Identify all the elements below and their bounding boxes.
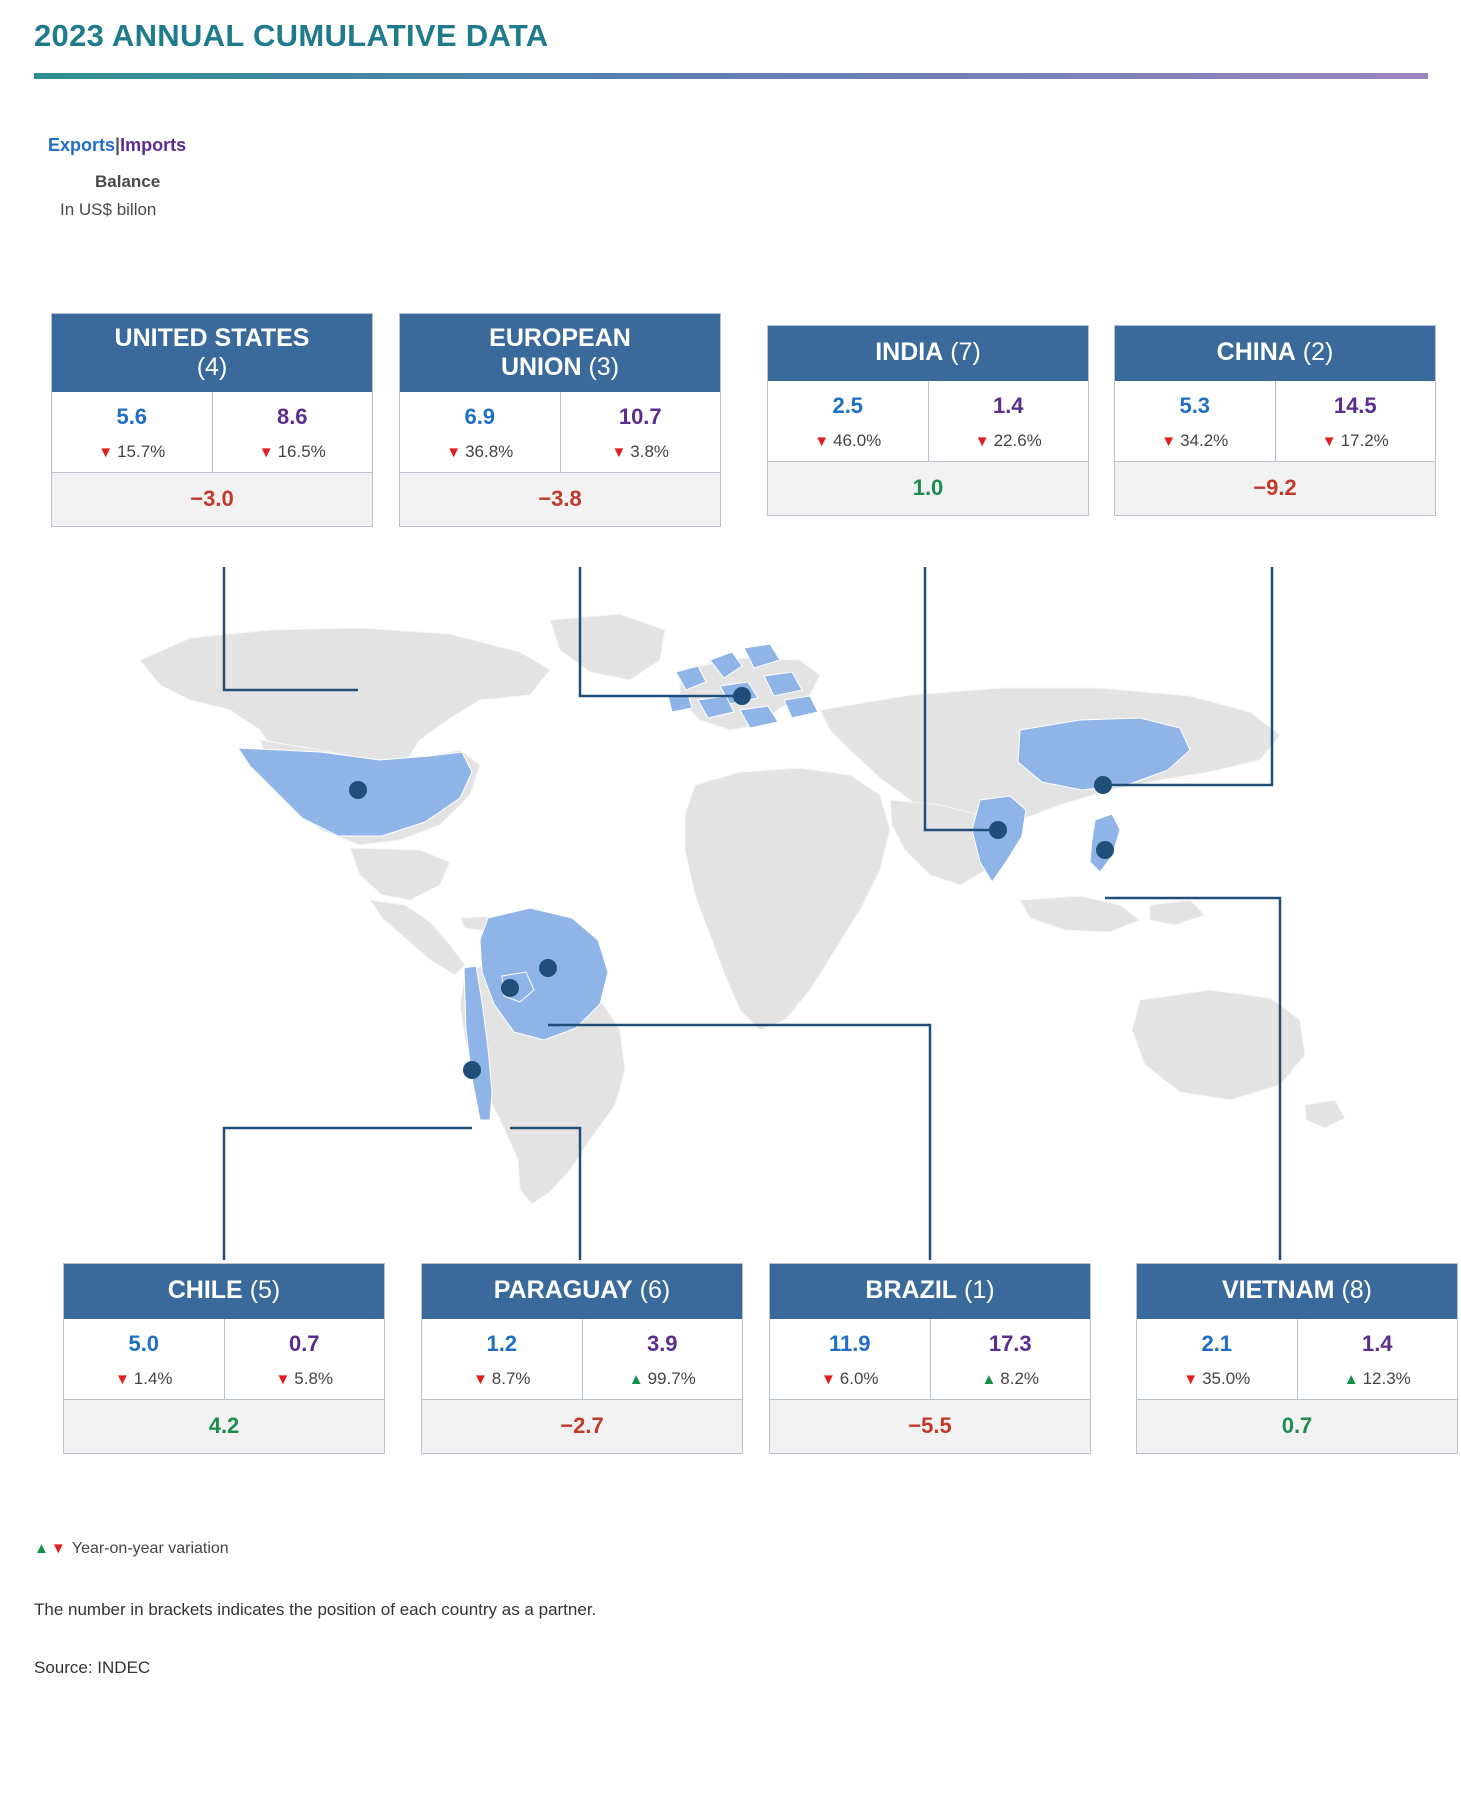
imports-cell: [583, 1319, 743, 1399]
exports-cell: [400, 392, 561, 472]
exports-variation-value: 35.0%: [1202, 1368, 1251, 1388]
exports-value: 2.1: [1201, 1330, 1233, 1356]
exports-value: 5.0: [128, 1330, 160, 1356]
partner-card-header: [770, 1264, 1090, 1319]
partner-name: CHINA: [1216, 338, 1296, 366]
partner-card-header: [768, 326, 1088, 381]
imports-value: 10.7: [618, 403, 662, 429]
exports-value: 1.2: [486, 1330, 518, 1356]
partner-values: [1137, 1319, 1457, 1400]
triangle-down-icon: ▼: [98, 443, 114, 461]
imports-value: 8.6: [276, 403, 308, 429]
triangle-down-icon: ▼: [1321, 432, 1337, 450]
imports-variation: [1298, 1369, 1458, 1389]
exports-variation: [52, 442, 212, 462]
imports-variation: [561, 442, 721, 462]
partner-name: EUROPEAN: [489, 324, 631, 352]
partner-values: [64, 1319, 384, 1400]
partner-rank: (8): [1341, 1276, 1372, 1304]
partner-rank: (4): [196, 352, 228, 381]
world-map-svg: [120, 600, 1350, 1210]
imports-cell: [929, 381, 1089, 461]
partner-rank: (7): [950, 338, 981, 366]
partner-name: PARAGUAY: [493, 1276, 633, 1304]
exports-value: 11.9: [828, 1330, 871, 1356]
partner-values: [400, 392, 720, 473]
partner-name: BRAZIL: [865, 1276, 958, 1304]
exports-cell: [770, 1319, 931, 1399]
triangle-down-icon: ▼: [820, 1370, 836, 1388]
exports-value: 2.5: [832, 392, 864, 418]
exports-variation-value: 36.8%: [465, 441, 514, 461]
title-divider: [34, 73, 1428, 79]
partner-card-header: [52, 314, 372, 392]
partner-rank: (3): [588, 352, 620, 381]
imports-variation-value: 16.5%: [277, 441, 326, 461]
imports-value: 17.3: [988, 1330, 1032, 1356]
imports-variation: [929, 431, 1089, 451]
exports-variation-value: 34.2%: [1180, 430, 1229, 450]
page-title: 2023 ANNUAL CUMULATIVE DATA: [34, 18, 549, 53]
imports-cell: [1276, 381, 1436, 461]
imports-cell: [1298, 1319, 1458, 1399]
imports-cell: [561, 392, 721, 472]
partner-card-china[interactable]: [1114, 325, 1436, 516]
partner-values: [422, 1319, 742, 1400]
imports-variation: [225, 1369, 385, 1389]
legend-unit: In US$ billon: [60, 200, 157, 219]
variation-legend: [34, 1540, 229, 1558]
imports-variation: [213, 442, 373, 462]
triangle-down-icon: ▼: [814, 432, 830, 450]
partner-values: [1115, 381, 1435, 462]
partner-card-vietnam[interactable]: [1136, 1263, 1458, 1454]
exports-variation-value: 1.4%: [133, 1368, 173, 1388]
triangle-up-icon: ▲: [34, 1540, 49, 1557]
partner-card-united-states[interactable]: [51, 313, 373, 527]
exports-variation: [1115, 431, 1275, 451]
imports-value: 1.4: [992, 392, 1024, 418]
imports-variation: [1276, 431, 1436, 451]
partner-card-header: [400, 314, 720, 392]
balance-value: −3.8: [400, 473, 720, 526]
partner-card-header: [1137, 1264, 1457, 1319]
imports-variation-value: 12.3%: [1362, 1368, 1411, 1388]
pin-india: [989, 821, 1007, 839]
partner-values: [768, 381, 1088, 462]
exports-variation-value: 15.7%: [117, 441, 166, 461]
exports-variation: [770, 1369, 930, 1389]
partner-name: CHILE: [167, 1276, 243, 1304]
balance-value: −9.2: [1115, 462, 1435, 515]
imports-value: 1.4: [1361, 1330, 1393, 1356]
exports-variation: [422, 1369, 582, 1389]
exports-variation: [400, 442, 560, 462]
exports-cell: [1137, 1319, 1298, 1399]
exports-variation: [768, 431, 928, 451]
partner-card-india[interactable]: [767, 325, 1089, 516]
balance-value: −2.7: [422, 1400, 742, 1453]
variation-legend-label: Year-on-year variation: [71, 1540, 229, 1557]
exports-value: 5.6: [116, 403, 148, 429]
imports-variation-value: 8.2%: [1000, 1368, 1040, 1388]
exports-value: 6.9: [464, 403, 496, 429]
imports-variation-value: 3.8%: [630, 441, 670, 461]
world-map: [120, 600, 1350, 1210]
legend-separator: |: [115, 135, 121, 155]
source-note: Source: INDEC: [34, 1658, 151, 1677]
partner-card-header: [64, 1264, 384, 1319]
partner-card-brazil[interactable]: [769, 1263, 1091, 1454]
partner-values: [52, 392, 372, 473]
triangle-down-icon: ▼: [974, 432, 990, 450]
balance-value: 4.2: [64, 1400, 384, 1453]
series-legend: [48, 135, 186, 156]
triangle-down-icon: ▼: [446, 443, 462, 461]
exports-variation: [64, 1369, 224, 1389]
imports-cell: [225, 1319, 385, 1399]
exports-variation-value: 8.7%: [491, 1368, 531, 1388]
brackets-note: The number in brackets indicates the position of each country as a partner.: [34, 1600, 597, 1619]
partner-rank: (5): [249, 1276, 281, 1304]
triangle-down-icon: ▼: [114, 1370, 130, 1388]
partner-values: [770, 1319, 1090, 1400]
exports-value: 5.3: [1179, 392, 1211, 418]
imports-value: 14.5: [1333, 392, 1377, 418]
exports-variation: [1137, 1369, 1297, 1389]
triangle-down-icon: ▼: [50, 1540, 66, 1557]
partner-card-european-union[interactable]: [399, 313, 721, 527]
partner-rank: (1): [964, 1276, 995, 1304]
triangle-up-icon: ▲: [981, 1370, 997, 1388]
triangle-down-icon: ▼: [1161, 432, 1177, 450]
partner-rank: (2): [1302, 338, 1334, 366]
imports-variation-value: 99.7%: [647, 1368, 696, 1388]
legend-balance: Balance: [95, 172, 161, 191]
imports-variation-value: 17.2%: [1340, 430, 1389, 450]
partner-card-header: [422, 1264, 742, 1319]
triangle-up-icon: ▲: [628, 1370, 644, 1388]
imports-value: 0.7: [288, 1330, 320, 1356]
balance-value: 0.7: [1137, 1400, 1457, 1453]
partner-name: UNITED STATES: [114, 324, 310, 352]
pin-vietnam: [1096, 841, 1114, 859]
partner-name: INDIA: [875, 338, 944, 366]
triangle-down-icon: ▼: [611, 443, 627, 461]
imports-value: 3.9: [646, 1330, 678, 1356]
triangle-down-icon: ▼: [258, 443, 274, 461]
triangle-down-icon: ▼: [472, 1370, 488, 1388]
pin-brazil: [539, 959, 557, 977]
exports-cell: [1115, 381, 1276, 461]
partner-card-header: [1115, 326, 1435, 381]
triangle-down-icon: ▼: [275, 1370, 291, 1388]
exports-cell: [422, 1319, 583, 1399]
exports-cell: [52, 392, 213, 472]
exports-cell: [768, 381, 929, 461]
imports-cell: [213, 392, 373, 472]
exports-variation-value: 46.0%: [833, 430, 882, 450]
exports-cell: [64, 1319, 225, 1399]
partner-name: VIETNAM: [1221, 1276, 1335, 1304]
legend-imports: Imports: [120, 135, 187, 155]
balance-value: 1.0: [768, 462, 1088, 515]
exports-variation-value: 6.0%: [839, 1368, 879, 1388]
balance-value: −5.5: [770, 1400, 1090, 1453]
pin-paraguay: [501, 979, 519, 997]
imports-variation: [583, 1369, 743, 1389]
imports-variation: [931, 1369, 1091, 1389]
pin-china: [1094, 776, 1112, 794]
balance-value: −3.0: [52, 473, 372, 526]
pin-united-states: [349, 781, 367, 799]
partner-name-line2: UNION: [500, 352, 582, 381]
partner-card-paraguay[interactable]: [421, 1263, 743, 1454]
pin-european-union: [733, 687, 751, 705]
partner-card-chile[interactable]: [63, 1263, 385, 1454]
pin-chile: [463, 1061, 481, 1079]
imports-variation-value: 22.6%: [993, 430, 1042, 450]
triangle-up-icon: ▲: [1343, 1370, 1359, 1388]
legend-exports: Exports: [48, 135, 116, 155]
imports-cell: [931, 1319, 1091, 1399]
imports-variation-value: 5.8%: [294, 1368, 334, 1388]
triangle-down-icon: ▼: [1183, 1370, 1199, 1388]
partner-rank: (6): [639, 1276, 671, 1304]
